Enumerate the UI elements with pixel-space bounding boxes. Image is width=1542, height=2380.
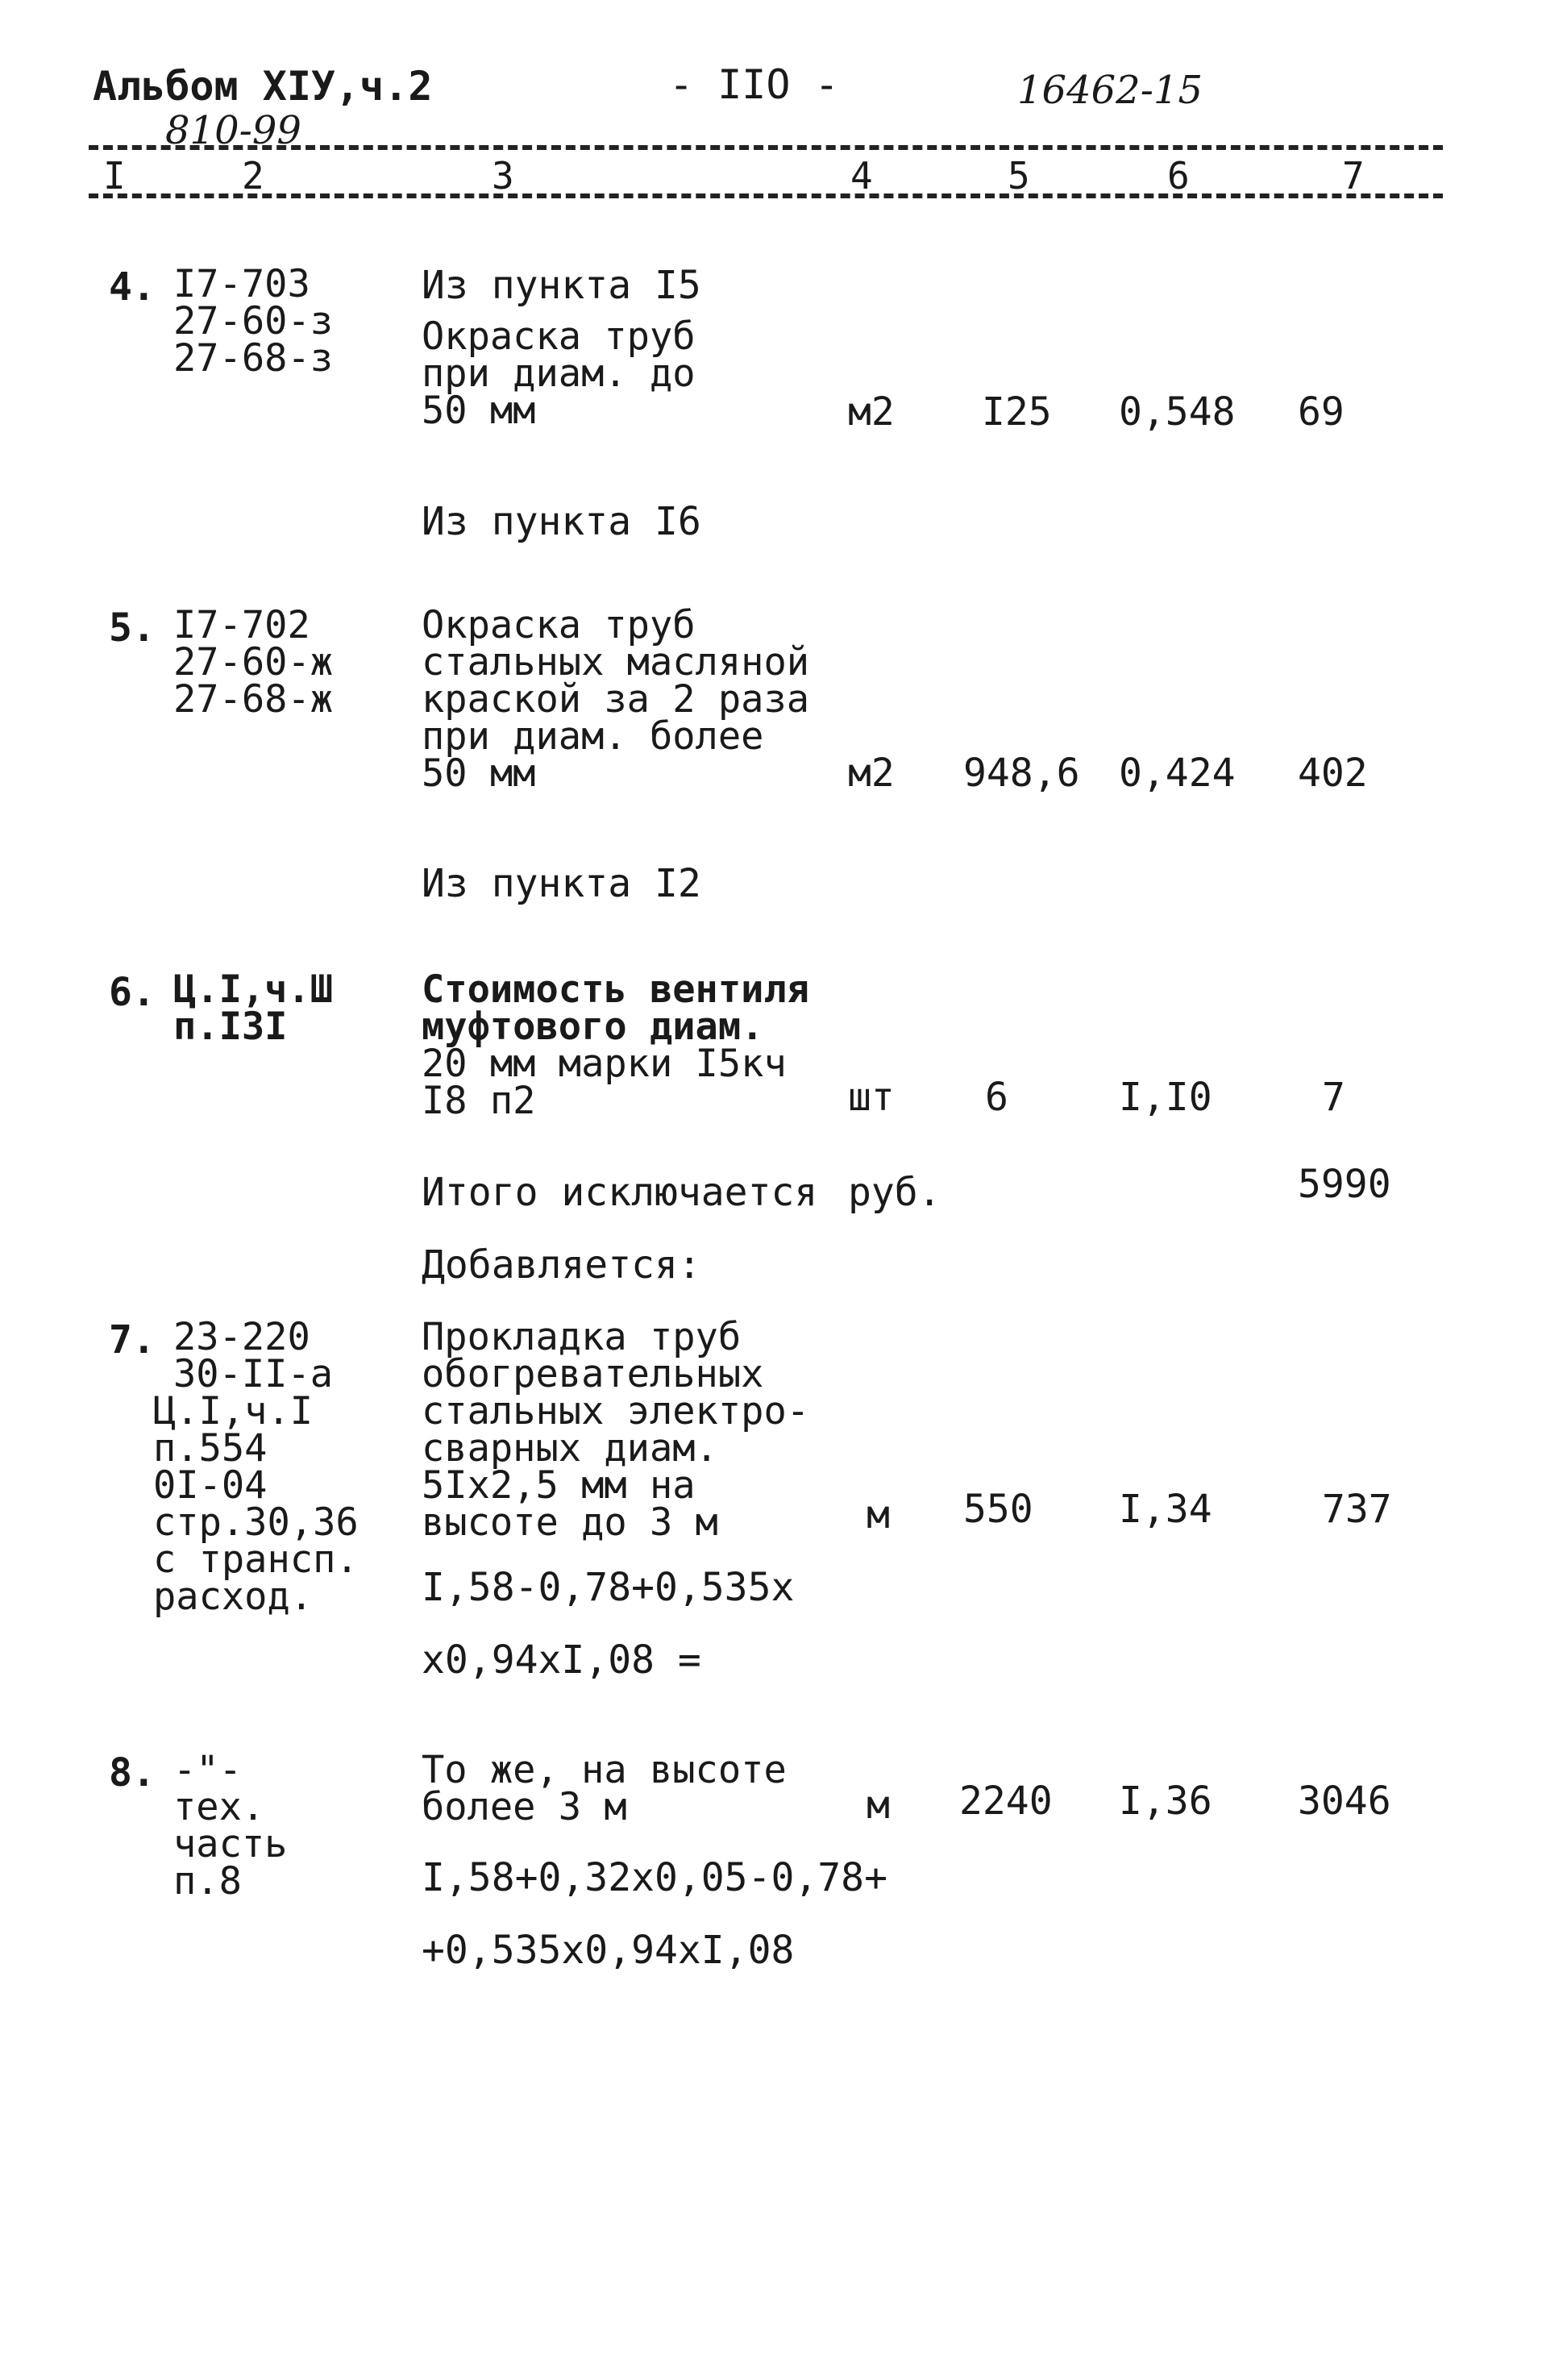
row-quantity: 948,6 [963,751,1080,796]
row-description: То же, на высоте более 3 м [422,1748,787,1829]
subtotal-unit: руб. [848,1170,941,1215]
row-unit: м2 [848,751,895,796]
source-note: Из пункта I5 [422,263,701,308]
column-number-2: 2 [242,154,264,198]
added-section-label: Добавляется: [422,1242,701,1288]
row-unit-price: 0,548 [1119,389,1236,435]
source-note: Из пункта I6 [422,499,701,544]
row-quantity: 2240 [959,1779,1053,1824]
row-unit-price: I,34 [1119,1487,1212,1532]
row-total: 69 [1298,389,1345,435]
row-unit: м2 [848,389,895,435]
handwritten-sub-code: 810-99 [165,108,301,153]
page-number: - IIO - [669,61,839,108]
album-reference: Альбом XIУ,ч.2 [93,63,433,110]
row-unit: шт [848,1075,895,1120]
source-note: Из пункта I2 [422,861,701,906]
row-description: Окраска труб стальных масляной краской за 2 раза при диам. более 50 мм [422,603,810,796]
row-code: I7-702 27-60-ж 27-68-ж [173,603,334,722]
subtotal-label: Итого исключается [422,1170,818,1215]
row-unit-price: I,I0 [1119,1075,1212,1120]
column-number-6: 6 [1167,154,1190,198]
row-number: 7. [109,1317,156,1363]
row-unit-price: I,36 [1119,1779,1212,1824]
row-description: Окраска труб при диам. до 50 мм [422,314,696,433]
row-total: 3046 [1298,1779,1391,1824]
row-quantity: 550 [963,1487,1033,1532]
row-number: 8. [109,1750,156,1795]
row-unit: м [867,1492,890,1537]
calculation-formula: х0,94хI,08 = [422,1637,701,1683]
row-unit-price: 0,424 [1119,751,1236,796]
row-quantity: I25 [982,389,1052,435]
row-total: 7 [1322,1075,1345,1120]
row-code: Ц.I,ч.Ш п.I3I [173,967,334,1049]
row-quantity: 6 [985,1075,1008,1120]
row-code: I7-703 27-60-з 27-68-з [173,262,334,381]
calculation-formula: I,58+0,32х0,05-0,78+ [422,1855,887,1900]
calculation-formula: I,58-0,78+0,535х [422,1565,795,1610]
row-description: Стоимость вентиля муфтового диам. 20 мм марки I5кч I8 п2 [422,967,810,1123]
column-number-1: I [103,154,126,198]
row-code: -"- тех. часть п.8 [173,1748,288,1904]
calculation-formula: +0,535х0,94хI,08 [422,1928,795,1973]
row-total: 402 [1298,751,1368,796]
column-number-3: 3 [492,154,514,198]
handwritten-document-code: 16462-15 [1017,68,1203,113]
column-number-7: 7 [1342,154,1365,198]
row-number: 4. [109,264,156,310]
row-total: 737 [1322,1487,1392,1532]
subtotal-total: 5990 [1298,1162,1391,1207]
row-unit: м [867,1783,890,1828]
row-description: Прокладка труб обогревательных стальных электро- сварных диам. 5Iх2,5 мм на высоте до 3 м [422,1315,810,1545]
header-rule-top [89,145,1443,150]
header-rule-bottom [89,193,1443,198]
row-number: 6. [109,970,156,1015]
column-number-5: 5 [1008,154,1030,198]
column-number-4: 4 [850,154,873,198]
row-code: 23-220 30-II-а Ц.I,ч.I п.554 0I-04 стр.30,36 с трансп. расход. [153,1315,359,1619]
row-number: 5. [109,605,156,651]
